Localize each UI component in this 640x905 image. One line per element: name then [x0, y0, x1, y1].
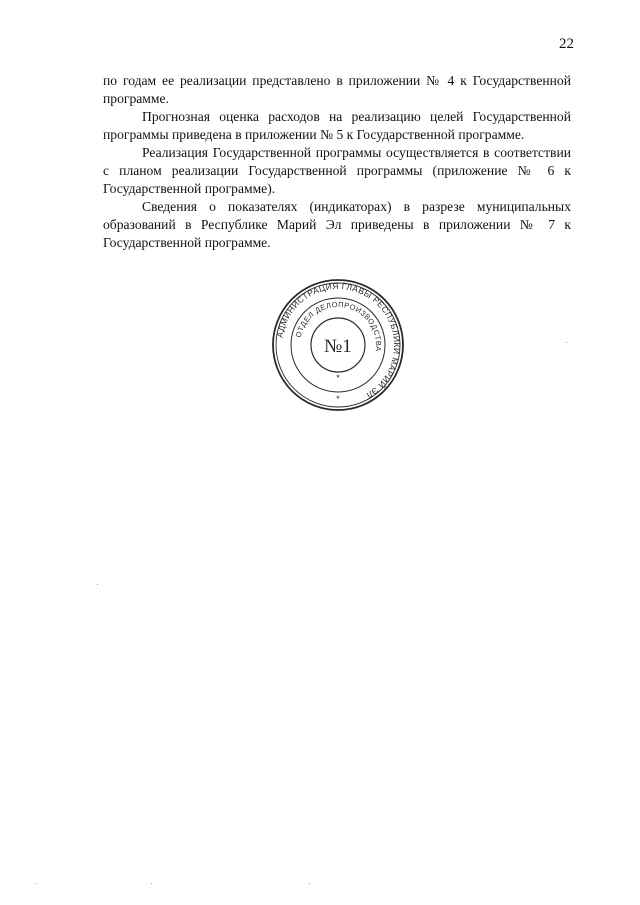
paragraph-continuation: по годам ее реализации представлено в приложении № 4 к Государственной программе.: [103, 73, 571, 106]
scan-speck: [566, 342, 567, 343]
page-number: 22: [559, 36, 574, 52]
stamp-inner-star: *: [336, 373, 340, 383]
body-text: [103, 72, 571, 252]
scan-speck: [97, 584, 98, 585]
stamp-inner-text: ОТДЕЛ ДЕЛОПРОИЗВОДСТВА: [293, 299, 384, 353]
official-stamp: [271, 278, 405, 412]
stamp-number: №1: [324, 336, 352, 357]
scan-speck: [36, 883, 37, 884]
stamp-outer-star: *: [336, 394, 340, 404]
paragraph-expenditure-forecast: Прогнозная оценка расходов на реализацию целей Государственной программы приведена в приложении № 5 к Государственной программе.: [103, 109, 571, 142]
paragraph-implementation-plan: Реализация Государственной программы осуществляется в соответствии с планом реализации Государственной программы (приложение № 6 к Государственной программе).: [103, 145, 571, 196]
stamp-outer-text: АДМИНИСТРАЦИЯ ГЛАВЫ РЕСПУБЛИКИ МАРИЙ ЭЛ: [274, 280, 403, 401]
scan-speck: [309, 883, 310, 884]
paragraph-municipal-indicators: Сведения о показателях (индикаторах) в разрезе муниципальных образований в Республике Марий Эл приведены в приложении № 7 к Государственной программе.: [103, 199, 571, 250]
scan-speck: [151, 883, 152, 884]
